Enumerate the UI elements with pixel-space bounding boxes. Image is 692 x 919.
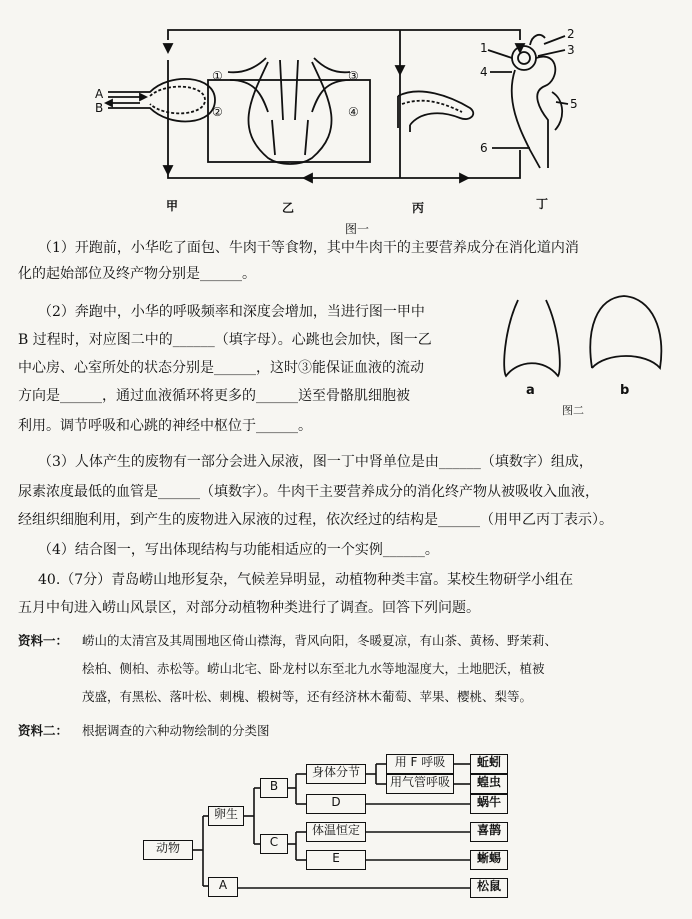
figure-1-title: 图一: [345, 222, 370, 236]
material-2-text: 根据调查的六种动物绘制的分类图: [82, 723, 270, 738]
q2-line5: 利用。调节呼吸和心跳的神经中枢位于______。: [18, 418, 312, 434]
q40-line1: 40.（7分）青岛崂山地形复杂，气候差异明显，动植物种类丰富。某校生物研学小组在: [38, 572, 574, 588]
tree-node-constant-temp: 体温恒定: [306, 822, 366, 842]
leaf-snail: 蜗牛: [470, 794, 508, 814]
q40-line2: 五月中旬进入崂山风景区，对部分动植物种类进行了调查。回答下列问题。: [18, 600, 480, 616]
leaf-lizard: 蜥蜴: [470, 850, 508, 870]
figure-2-label-a: a: [526, 383, 535, 398]
q3-line2: 尿素浓度最低的血管是______（填数字）。牛肉干主要营养成分的消化终产物从被吸收入血液，: [18, 484, 599, 500]
label-6: 6: [480, 141, 488, 155]
label-4: 4: [480, 65, 488, 79]
tree-node-B: B: [260, 778, 288, 798]
label-circle-3: ③: [348, 69, 359, 83]
material-2-label: 资料二：: [18, 723, 69, 738]
q2-line2: B 过程时，对应图二中的______（填字母）。心跳也会加快，图一乙: [18, 332, 432, 348]
material-1-line2: 桧柏、侧柏、赤松等。崂山北宅、卧龙村以东至北九水等地湿度大，土地肥沃，植被: [82, 661, 545, 676]
tree-node-tracheal-breathing: 用气管呼吸: [386, 774, 454, 794]
label-2: 2: [567, 27, 575, 41]
figure-2-title: 图二: [562, 404, 584, 417]
q1-line2: 化的起始部位及终产物分别是______。: [18, 266, 256, 282]
q2-line1: （2）奔跑中，小华的呼吸频率和深度会增加，当进行图一甲中: [38, 304, 425, 320]
tree-node-animal: 动物: [143, 840, 193, 860]
label-circle-2: ②: [212, 105, 223, 119]
q2-line4: 方向是______，通过血液循环将更多的______送至骨骼肌细胞被: [18, 388, 410, 404]
tree-node-A: A: [208, 877, 238, 897]
leaf-squirrel: 松鼠: [470, 878, 508, 898]
tree-node-C: C: [260, 834, 288, 854]
material-1-line3: 茂盛，有黑松、落叶松、刺槐、椴树等，还有经济林木葡萄、苹果、樱桃、梨等。: [82, 689, 533, 704]
leaf-magpie: 喜鹊: [470, 822, 508, 842]
q3-line1: （3）人体产生的废物有一部分会进入尿液，图一丁中肾单位是由______（填数字）组成，: [38, 454, 593, 470]
tree-node-lung-breathing: 用 F 呼吸: [386, 754, 454, 774]
label-circle-1: ①: [212, 69, 223, 83]
caption-ding: 丁: [536, 197, 549, 211]
q3-line3: 经组织细胞利用，到产生的废物进入尿液的过程，依次经过的结构是______（用甲乙丙丁表示）。: [18, 512, 613, 528]
caption-yi: 乙: [282, 201, 295, 215]
label-5: 5: [570, 97, 578, 111]
leaf-locust: 蝗虫: [470, 774, 508, 794]
figure-2-label-b: b: [620, 383, 630, 398]
label-1: 1: [480, 41, 488, 55]
figure-2-diagram: [496, 290, 686, 420]
caption-bing: 丙: [412, 201, 425, 215]
label-B: B: [95, 101, 104, 115]
material-1-line1: 崂山的太清宫及其周围地区倚山襟海，背风向阳，冬暖夏凉，有山茶、黄杨、野茉莉、: [82, 633, 558, 648]
tree-node-egg-laying: 卵生: [208, 806, 244, 826]
tree-node-segmented: 身体分节: [306, 764, 366, 784]
q2-line3: 中心房、心室所处的状态分别是______，这时③能保证血液的流动: [18, 360, 424, 376]
tree-node-D: D: [306, 794, 366, 814]
caption-jia: 甲: [166, 199, 179, 213]
material-1-label: 资料一：: [18, 633, 69, 648]
leaf-earthworm: 蚯蚓: [470, 754, 508, 774]
label-A: A: [95, 87, 104, 101]
figure-1-diagram: [0, 0, 692, 236]
label-3: 3: [567, 43, 575, 57]
q1-line1: （1）开跑前，小华吃了面包、牛肉干等食物，其中牛肉干的主要营养成分在消化道内消: [38, 240, 579, 256]
q4-line1: （4）结合图一，写出体现结构与功能相适应的一个实例______。: [38, 542, 439, 558]
tree-node-E: E: [306, 850, 366, 870]
label-circle-4: ④: [348, 105, 359, 119]
